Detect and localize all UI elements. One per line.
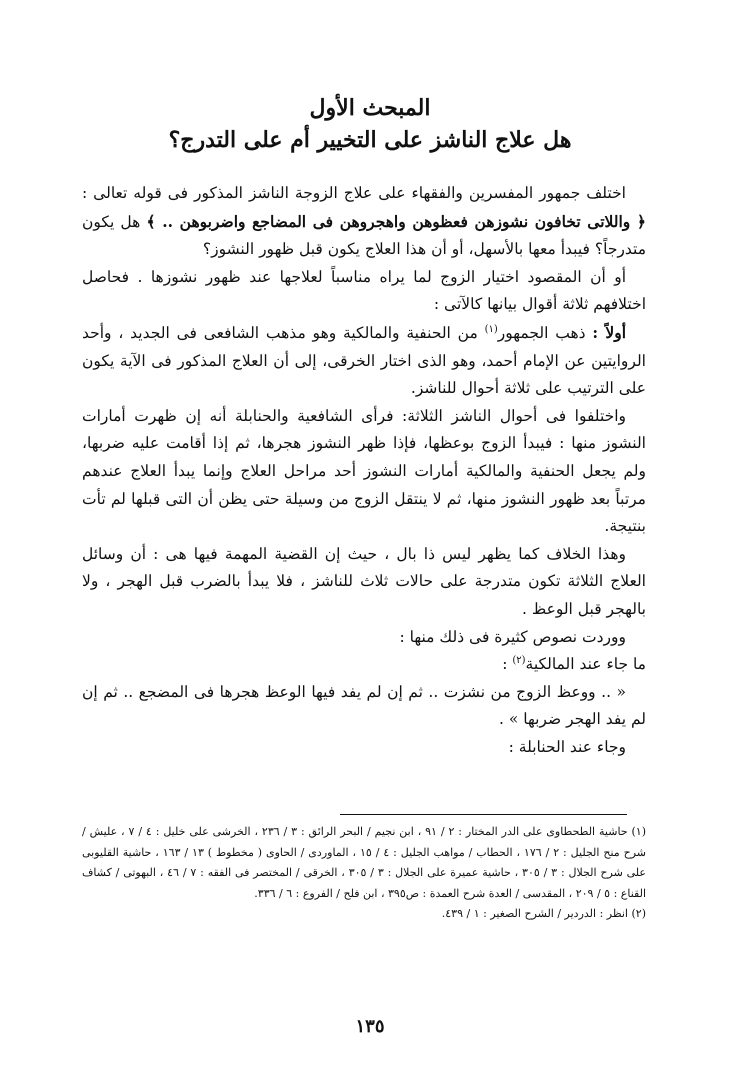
quran-verse: ﴿ واللاتى تخافون نشوزهن فعظوهن واهجروهن فى المضاجع واضربوهن .. ﴾	[146, 211, 646, 231]
paragraph-hanbali: وجاء عند الحنابلة :	[508, 737, 626, 756]
paragraph-opinions: أو أن المقصود اختيار الزوج لما يراه مناسباً لعلاجها عند ظهور نشوزها . فحاصل اختلافهم ثلاثة أقوال بيانها كالآتى :	[82, 267, 646, 314]
paragraph-texts-intro: ووردت نصوص كثيرة فى ذلك منها :	[399, 627, 626, 646]
maliki-text: ما جاء عند المالكية	[525, 655, 646, 674]
paragraph-first-opinion	[82, 319, 646, 403]
maliki-colon: :	[502, 655, 508, 674]
page-number: ١٣٥	[355, 1016, 385, 1037]
footnote-ref-1[interactable]: (١)	[484, 323, 498, 335]
main-text	[82, 180, 646, 761]
section-title: المبحث الأول	[309, 95, 431, 121]
intro-text: اختلف جمهور المفسرين والفقهاء على علاج الزوجة الناشز المذكور فى قوله تعالى :	[82, 184, 626, 202]
heading-block	[40, 92, 700, 156]
paragraph-maliki-quote: « .. ووعظ الزوج من نشزت .. ثم إن لم يفد فيها الوعظ هجرها فى المضجع .. ثم إن لم يفد الهجر ضربها » .	[82, 682, 646, 729]
first-opinion-label: أولاً :	[592, 322, 627, 342]
paragraph-conclusion: وهذا الخلاف كما يظهر ليس ذا بال ، حيث إن القضية المهمة فيها هى : أن وسائل العلاج الثلاثة تكون متدرجة على حالات ثلاث للناشز ، فلا يبدأ بالضرب قبل الهجر ، ولا بالهجر قبل الوعظ .	[82, 544, 646, 618]
footnote-1: (١) حاشية الطحطاوى على الدر المختار : ٢ / ٩١ ، ابن نجيم / البحر الرائق : ٣ / ٢٣٦ ، الخرشى على خليل : ٤ / ٧ ، عليش / شرح منح الجليل : ٢ / ١٧٦ ، الحطاب / مواهب الجليل : ٤ / ١٥ ، الماوردى / الحاوى ( مخطوط ) ١٣ / ١٦٣ ، حاشية القليوبى على شرح الجلال : ٣ / ٣٠٥ ، حاشية عميرة على الجلال : ٣ / ٣٠٥ ، الخرقى / المختصر فى الفقه : ٧ / ٤٦ ، البهوتى / كشاف القناع : ٥ / ٢٠٩ ، المقدسى / العدة شرح العمدة : ص٣٩٥ ، ابن فلح / الفروع : ٦ / ٣٣٦.	[82, 825, 647, 900]
intro-question: هل يكون متدرجاً؟ فيبدأ معها بالأسهل، أو أن هذا العلاج يكون قبل ظهور النشوز؟	[82, 212, 646, 259]
first-opinion-text-a: ذهب الجمهور	[497, 323, 586, 342]
paragraph-disagreement: واختلفوا فى أحوال الناشز الثلاثة: فرأى الشافعية والحنابلة أنه إن ظهرت أمارات النشوز منها : فيبدأ الزوج بوعظها، فإذا ظهر النشوز هجرها، ثم إذا أقامت عليه ضربها، ولم يجعل الحنفية والمالكية أمارات النشوز أحد مراحل العلاج وإنما يبدأ العلاج عندهم مرتباً بعد ظهور النشوز منها، ثم لا ينتقل الزوج من وسيلة حتى يظن أن التى قبلها لم تأت بنتيجة.	[82, 406, 646, 536]
footnote-2: (٢) انظر : الدردير / الشرح الصغير : ١ / ٤٣٩.	[441, 907, 646, 920]
section-question: هل علاج الناشز على التخيير أم على التدرج؟	[168, 127, 572, 153]
footnotes	[82, 822, 646, 925]
first-opinion-text-b: من الحنفية والمالكية وهو مذهب الشافعى فى الجديد ، وأحد الروايتين عن الإمام أحمد، وهو الذى اختار الخرقى، إلى أن العلاج المذكور فى الآية يكون على الترتيب على ثلاثة أحوال للناشز.	[82, 323, 646, 398]
footnote-divider	[340, 814, 627, 815]
footnote-ref-2[interactable]: (٢)	[512, 654, 526, 666]
paragraph-intro	[82, 180, 646, 264]
paragraph-maliki	[82, 651, 646, 679]
